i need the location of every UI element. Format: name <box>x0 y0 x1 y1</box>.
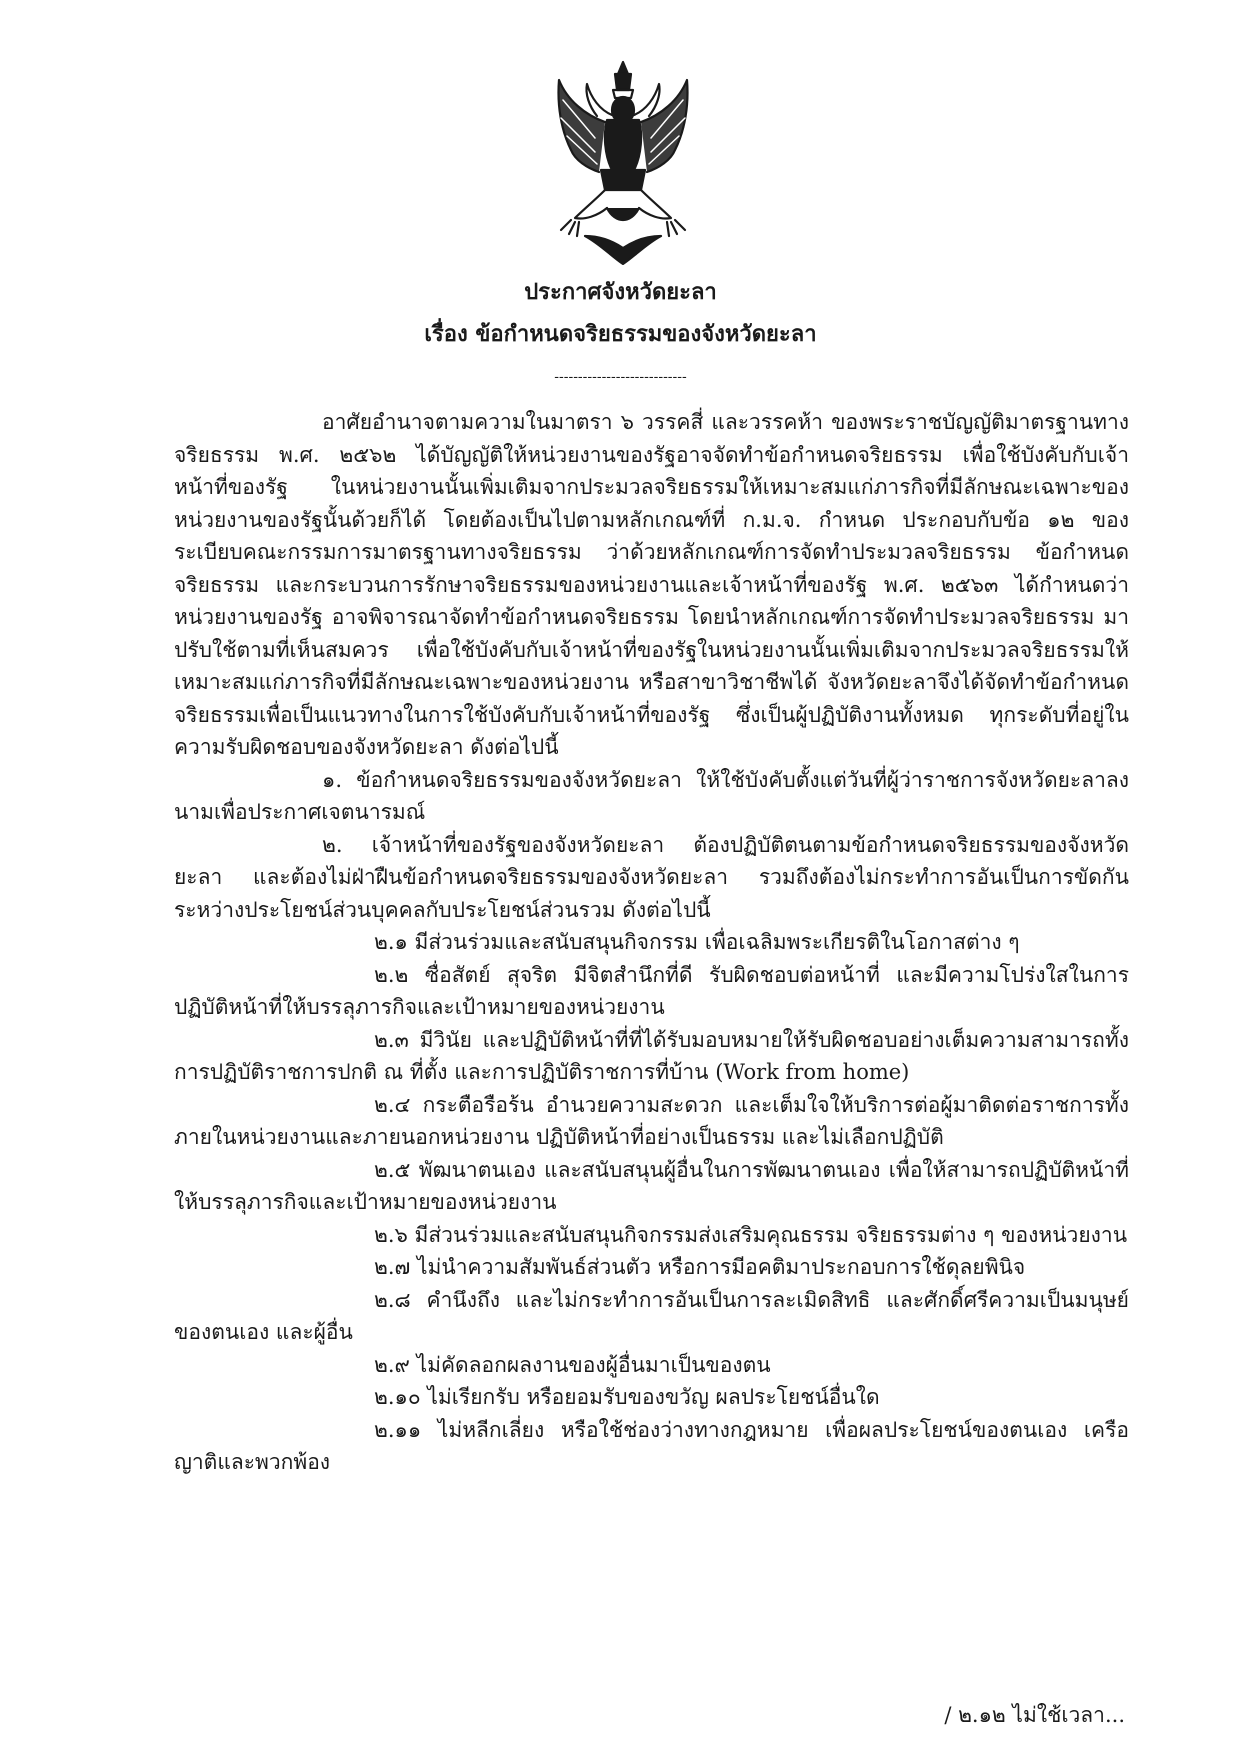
subclause-2-3: ๒.๓ มีวินัย และปฏิบัติหน้าที่ที่ได้รับมอบหมายให้รับผิดชอบอย่างเต็มความสามารถทั้งการปฏิบัติราชการปกติ ณ ที่ตั้ง และการปฏิบัติราชการที่บ้าน (Work from home) <box>174 1027 1129 1084</box>
divider-rule: ---------------------------- <box>554 369 687 385</box>
subclause-2-9: ๒.๙ ไม่คัดลอกผลงานของผู้อื่นมาเป็นของตน <box>374 1352 771 1377</box>
continuation-footer: / ๒.๑๒ ไม่ใช้เวลา... <box>944 1703 1125 1727</box>
subclause-2-1: ๒.๑ มีส่วนร่วมและสนับสนุนกิจกรรม เพื่อเฉลิมพระเกียรติในโอกาสต่าง ๆ <box>374 930 1020 954</box>
clause-2: ๒. เจ้าหน้าที่ของรัฐของจังหวัดยะลา ต้องปฏิบัติตนตามข้อกำหนดจริยธรรมของจังหวัดยะลา และต้องไม่ฝ่าฝืนข้อกำหนดจริยธรรมของจังหวัดยะลา รวมถึงต้องไม่กระทำการอันเป็นการขัดกันระหว่างประโยชน์ส่วนบุคคลกับประโยชน์ส่วนรวม ดังต่อไปนี้ <box>174 832 1129 922</box>
garuda-emblem-icon <box>555 60 691 265</box>
subclause-2-11: ๒.๑๑ ไม่หลีกเลี่ยง หรือใช้ช่องว่างทางกฎหมาย เพื่อผลประโยชน์ของตนเอง เครือญาติและพวกพ้อง <box>174 1417 1129 1474</box>
subclause-2-5: ๒.๕ พัฒนาตนเอง และสนับสนุนผู้อื่นในการพัฒนาตนเอง เพื่อให้สามารถปฏิบัติหน้าที่ให้บรรลุภารกิจและเป้าหมายของหน่วยงาน <box>174 1157 1129 1214</box>
subclause-2-2: ๒.๒ ซื่อสัตย์ สุจริต มีจิตสำนึกที่ดี รับผิดชอบต่อหน้าที่ และมีความโปร่งใสในการปฏิบัติหน้าที่ให้บรรลุภารกิจและเป้าหมายของหน่วยงาน <box>174 962 1129 1019</box>
subclause-2-6: ๒.๖ มีส่วนร่วมและสนับสนุนกิจกรรมส่งเสริมคุณธรรม จริยธรรมต่าง ๆ ของหน่วยงาน <box>374 1222 1128 1247</box>
clause-1: ๑. ข้อกำหนดจริยธรรมของจังหวัดยะลา ให้ใช้บังคับตั้งแต่วันที่ผู้ว่าราชการจังหวัดยะลาลงนามเพื่อประกาศเจตนารมณ์ <box>174 767 1129 824</box>
preamble-paragraph: อาศัยอำนาจตามความในมาตรา ๖ วรรคสี่ และวรรคห้า ของพระราชบัญญัติมาตรฐานทางจริยธรรม พ.ศ. ๒๕๖๒ ได้บัญญัติให้หน่วยงานของรัฐอาจจัดทำข้อกำหนดจริยธรรม เพื่อใช้บังคับกับเจ้าหน้าที่ของรัฐ ในหน่วยงานนั้นเพิ่มเติมจากประมวลจริยธรรมให้เหมาะสมแก่ภารกิจที่มีลักษณะเฉพาะของหน่วยงานของรัฐนั้นด้วยก็ได้ โดยต้องเป็นไปตามหลักเกณฑ์ที่ ก.ม.จ. กำหนด ประกอบกับข้อ ๑๒ ของระเบียบคณะกรรมการมาตรฐานทางจริยธรรม ว่าด้วยหลักเกณฑ์การจัดทำประมวลจริยธรรม ข้อกำหนดจริยธรรม และกระบวนการรักษาจริยธรรมของหน่วยงานและเจ้าหน้าที่ของรัฐ พ.ศ. ๒๕๖๓ ได้กำหนดว่า หน่วยงานของรัฐ อาจพิจารณาจัดทำข้อกำหนดจริยธรรม โดยนำหลักเกณฑ์การจัดทำประมวลจริยธรรม มาปรับใช้ตามที่เห็นสมควร เพื่อใช้บังคับกับเจ้าหน้าที่ของรัฐในหน่วยงานนั้นเพิ่มเติมจากประมวลจริยธรรมให้เหมาะสมแก่ภารกิจที่มีลักษณะเฉพาะของหน่วยงาน หรือสาขาวิชาชีพได้ จังหวัดยะลาจึงได้จัดทำข้อกำหนดจริยธรรมเพื่อเป็นแนวทางในการใช้บังคับกับเจ้าหน้าที่ของรัฐ ซึ่งเป็นผู้ปฏิบัติงานทั้งหมด ทุกระดับที่อยู่ในความรับผิดชอบของจังหวัดยะลา ดังต่อไปนี้ <box>174 410 1129 759</box>
subclause-2-7: ๒.๗ ไม่นำความสัมพันธ์ส่วนตัว หรือการมีอคติมาประกอบการใช้ดุลยพินิจ <box>374 1255 1026 1279</box>
subclause-2-8: ๒.๘ คำนึงถึง และไม่กระทำการอันเป็นการละเมิดสิทธิ และศักดิ์ศรีความเป็นมนุษย์ของตนเอง และผู้อื่น <box>174 1287 1129 1344</box>
document-body <box>174 406 1129 1479</box>
subclause-2-4: ๒.๔ กระตือรือร้น อำนวยความสะดวก และเต็มใจให้บริการต่อผู้มาติดต่อราชการทั้งภายในหน่วยงานและภายนอกหน่วยงาน ปฏิบัติหน้าที่อย่างเป็นธรรม และไม่เลือกปฏิบัติ <box>174 1092 1129 1149</box>
subclause-2-10: ๒.๑๐ ไม่เรียกรับ หรือยอมรับของขวัญ ผลประโยชน์อื่นใด <box>374 1385 880 1409</box>
page-title: ประกาศจังหวัดยะลา <box>524 279 717 305</box>
subject-line: เรื่อง ข้อกำหนดจริยธรรมของจังหวัดยะลา <box>424 321 817 347</box>
